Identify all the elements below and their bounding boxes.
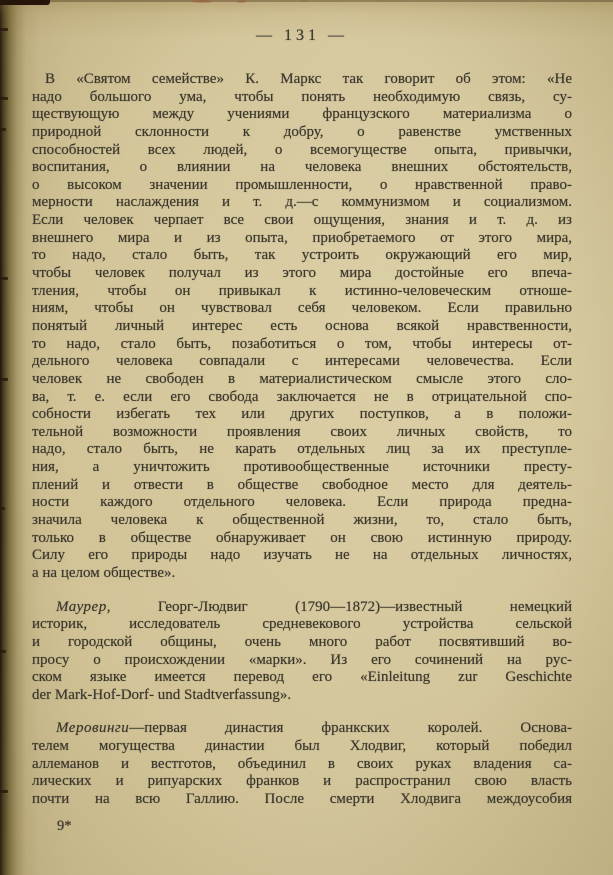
stitch-mark bbox=[0, 277, 8, 280]
stitch-mark bbox=[0, 378, 8, 381]
page-number: — 131 — bbox=[256, 27, 348, 44]
text-line: почти на всю Галлию. После смерти Хлодвига междоусобия bbox=[32, 790, 572, 807]
text-line: чтобы человек получал из этого мира достойные его впеча- bbox=[32, 265, 572, 282]
text-line: природной склонности к добру, о равенстве умственных bbox=[32, 123, 572, 140]
text-line: лических и рипуарских франков и распространил свою власть bbox=[32, 773, 572, 790]
text-line: ности каждого отдельного человека. Если природа предна- bbox=[32, 494, 572, 511]
stitch-mark bbox=[0, 650, 6, 653]
signature-mark: 9* bbox=[57, 818, 72, 834]
text-line: тельной возможности проявления своих личных свойств, то bbox=[32, 423, 572, 440]
text-line: ниям, чтобы он чувствовал себя человеком. Если правильно bbox=[32, 300, 572, 317]
paragraph bbox=[32, 720, 572, 808]
text-line: Если человек черпает все свои ощущения, знания и т. д. из bbox=[32, 212, 572, 229]
scan-smudge bbox=[300, 0, 307, 2]
text-line: только в обществе обнаруживает он свою истинную природу. bbox=[32, 529, 572, 546]
entry-term: Меровинги bbox=[56, 720, 130, 737]
entry-term: Маурер bbox=[56, 598, 107, 615]
text-line: внешнего мира и из опыта, приобретаемого от этого мира, bbox=[32, 229, 572, 246]
text-line: Меровинги—первая династия франкских королей. Основа- bbox=[56, 720, 572, 737]
text-line: ществующую между учениями французского материализма о bbox=[32, 106, 572, 123]
text-line: мерности наслаждения и т. д.—с коммунизмом и социализмом. bbox=[32, 194, 572, 211]
text-line: der Mark-Hof-Dorf- und Stadtverfassung». bbox=[32, 686, 292, 703]
text-line: воспитания, о влиянии на человека внешних обстоятельств, bbox=[32, 159, 572, 176]
text-line: значила человека к общественной жизни, то, стало быть, bbox=[32, 512, 572, 529]
scan-smudge bbox=[237, 0, 246, 3]
text-line: надо, стало быть, не карать отдельных лиц за их преступле- bbox=[32, 441, 572, 458]
stitch-mark bbox=[0, 28, 8, 31]
text-line: способностей всех людей, о всемогуществе опыта, привычки, bbox=[32, 141, 572, 158]
text-line: дельного человека совпадали с интересами человечества. Если bbox=[32, 353, 572, 370]
text-line: надо большого ума, чтобы понять необходимую связь, су- bbox=[32, 88, 572, 105]
stitch-mark bbox=[0, 128, 6, 131]
paragraph bbox=[32, 71, 572, 583]
text-line: историк, исследователь средневекового устройства сельской bbox=[32, 616, 572, 633]
scan-smudge bbox=[192, 0, 212, 3]
stitch-mark bbox=[0, 790, 8, 793]
text-line: человек не свободен в материалистическом смысле этого сло- bbox=[32, 370, 572, 387]
text-line: ском языке имеется перевод его «Einleitung zur Geschichte bbox=[32, 669, 572, 686]
text-line: то надо, стало быть, позаботиться о том, чтобы интересы от- bbox=[32, 335, 572, 352]
text-line: Маурер, Георг-Людвиг (1790—1872)—известный немецкий bbox=[56, 598, 572, 615]
paragraph bbox=[32, 599, 572, 705]
text-block bbox=[32, 71, 572, 825]
text-line: о высоком значении промышленности, о нравственной право- bbox=[32, 176, 572, 193]
scan-dark-bar bbox=[0, 0, 50, 5]
text-line: понятый личный интерес есть основа всякой нравственности, bbox=[32, 317, 572, 334]
stitch-mark bbox=[0, 507, 5, 510]
text-line: телем могущества династии был Хлодвиг, который победил bbox=[32, 738, 572, 755]
text-line: и городской общины, очень много работ посвятивший во- bbox=[32, 633, 572, 650]
text-line: тления, чтобы он привыкал к истинно-человеческим отноше- bbox=[32, 282, 572, 299]
text-line: просу о происхождении «марки». Из его сочинений на рус- bbox=[32, 651, 572, 668]
text-line: плений и отвести в обществе свободное место для деятель- bbox=[32, 476, 572, 493]
text-line: а на целом обществе». bbox=[32, 564, 176, 581]
text-line: то надо, стало быть, так устроить окружающий его мир, bbox=[32, 247, 572, 264]
text-line: Силу его природы надо изучать не на отдельных личностях, bbox=[32, 547, 572, 564]
text-line: аллеманов и вестготов, объединил в своих руках владения са- bbox=[32, 755, 572, 772]
text-line: ния, а уничтожить противообщественные источники престу- bbox=[32, 459, 572, 476]
text-line: ва, т. е. если его свобода заключается не в отрицательной спо- bbox=[32, 388, 572, 405]
text-line: В «Святом семействе» К. Маркс так говорит об этом: «Не bbox=[45, 71, 572, 87]
stitch-mark bbox=[0, 97, 8, 100]
text-line: собности избегать тех или других поступков, а в положи- bbox=[32, 406, 572, 423]
